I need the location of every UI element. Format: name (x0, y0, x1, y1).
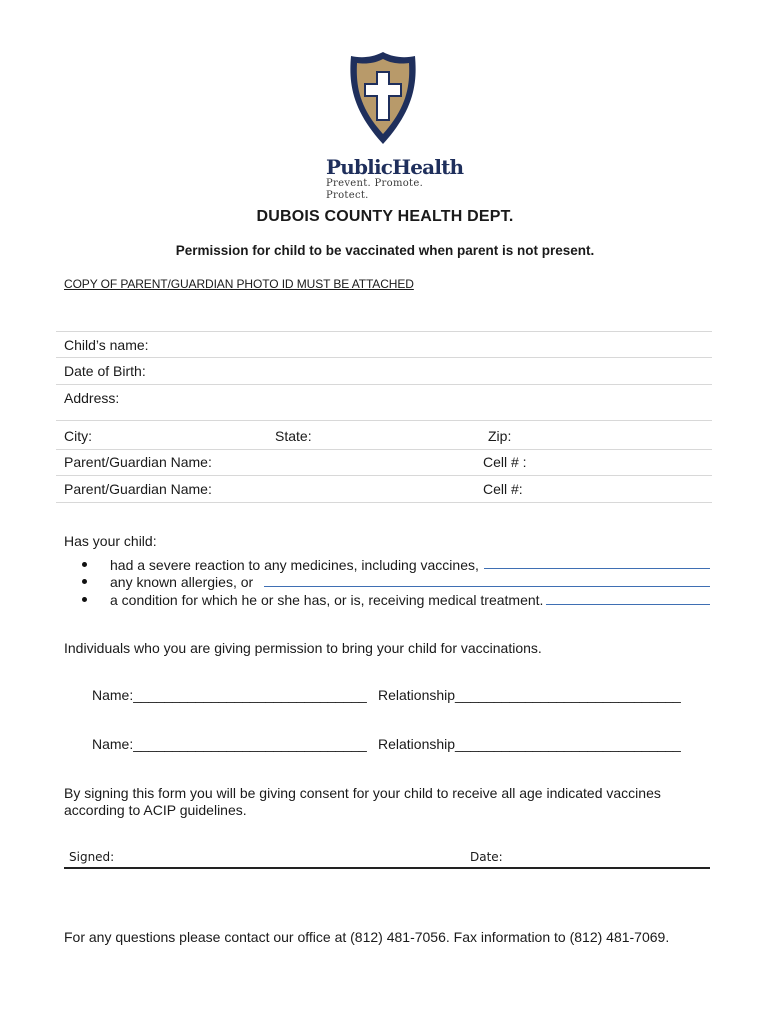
bullet-icon (82, 579, 87, 584)
consent-text-line-2: according to ACIP guidelines. (64, 802, 247, 818)
table-divider (56, 502, 712, 503)
relationship-field: Relationship_____________________________ (378, 736, 681, 752)
answer-line (264, 586, 710, 587)
dob-label: Date of Birth: (64, 363, 146, 379)
child-name-label: Child’s name: (64, 337, 149, 353)
city-label: City: (64, 428, 92, 444)
brand-name: PublicHealth (326, 155, 464, 179)
table-divider (56, 384, 712, 385)
answer-line (546, 604, 710, 605)
relationship-field: Relationship_____________________________ (378, 687, 681, 703)
medical-item: had a severe reaction to any medicines, including vaccines, (110, 557, 479, 573)
authorized-name-field: Name:______________________________ (92, 687, 367, 703)
signature-line (64, 867, 710, 869)
cell-label-1: Cell # : (483, 454, 527, 470)
medical-question: Has your child: (64, 533, 157, 549)
form-subtitle: Permission for child to be vaccinated when parent is not present. (175, 243, 595, 258)
table-divider (56, 420, 712, 421)
table-divider (56, 475, 712, 476)
authorized-name-field: Name:______________________________ (92, 736, 367, 752)
medical-item: a condition for which he or she has, or is, receiving medical treatment. (110, 592, 544, 608)
table-divider (56, 449, 712, 450)
contact-footer: For any questions please contact our office at (812) 481-7056. Fax information to (812) 481-7069. (64, 929, 670, 945)
table-divider (56, 357, 712, 358)
bullet-icon (82, 562, 87, 567)
answer-line (484, 568, 710, 569)
zip-label: Zip: (488, 428, 512, 444)
bullet-icon (82, 597, 87, 602)
public-health-shield-logo (348, 50, 418, 146)
state-label: State: (275, 428, 312, 444)
signed-label: Signed: (69, 850, 115, 864)
table-divider (56, 331, 712, 332)
medical-item: any known allergies, or (110, 574, 254, 590)
consent-text-line-1: By signing this form you will be giving consent for your child to receive all age indicated vaccines (64, 785, 661, 801)
brand-block (326, 155, 464, 202)
address-label: Address: (64, 390, 120, 406)
date-label: Date: (470, 850, 503, 864)
permission-intro: Individuals who you are giving permission to bring your child for vaccinations. (64, 640, 542, 656)
page-title: DUBOIS COUNTY HEALTH DEPT. (256, 208, 514, 225)
cell-label-2: Cell #: (483, 481, 523, 497)
guardian-name-label-1: Parent/Guardian Name: (64, 454, 212, 470)
photo-id-notice: COPY OF PARENT/GUARDIAN PHOTO ID MUST BE ATTACHED (64, 277, 414, 291)
guardian-name-label-2: Parent/Guardian Name: (64, 481, 212, 497)
brand-tagline: Prevent. Promote. Protect. (326, 178, 424, 201)
